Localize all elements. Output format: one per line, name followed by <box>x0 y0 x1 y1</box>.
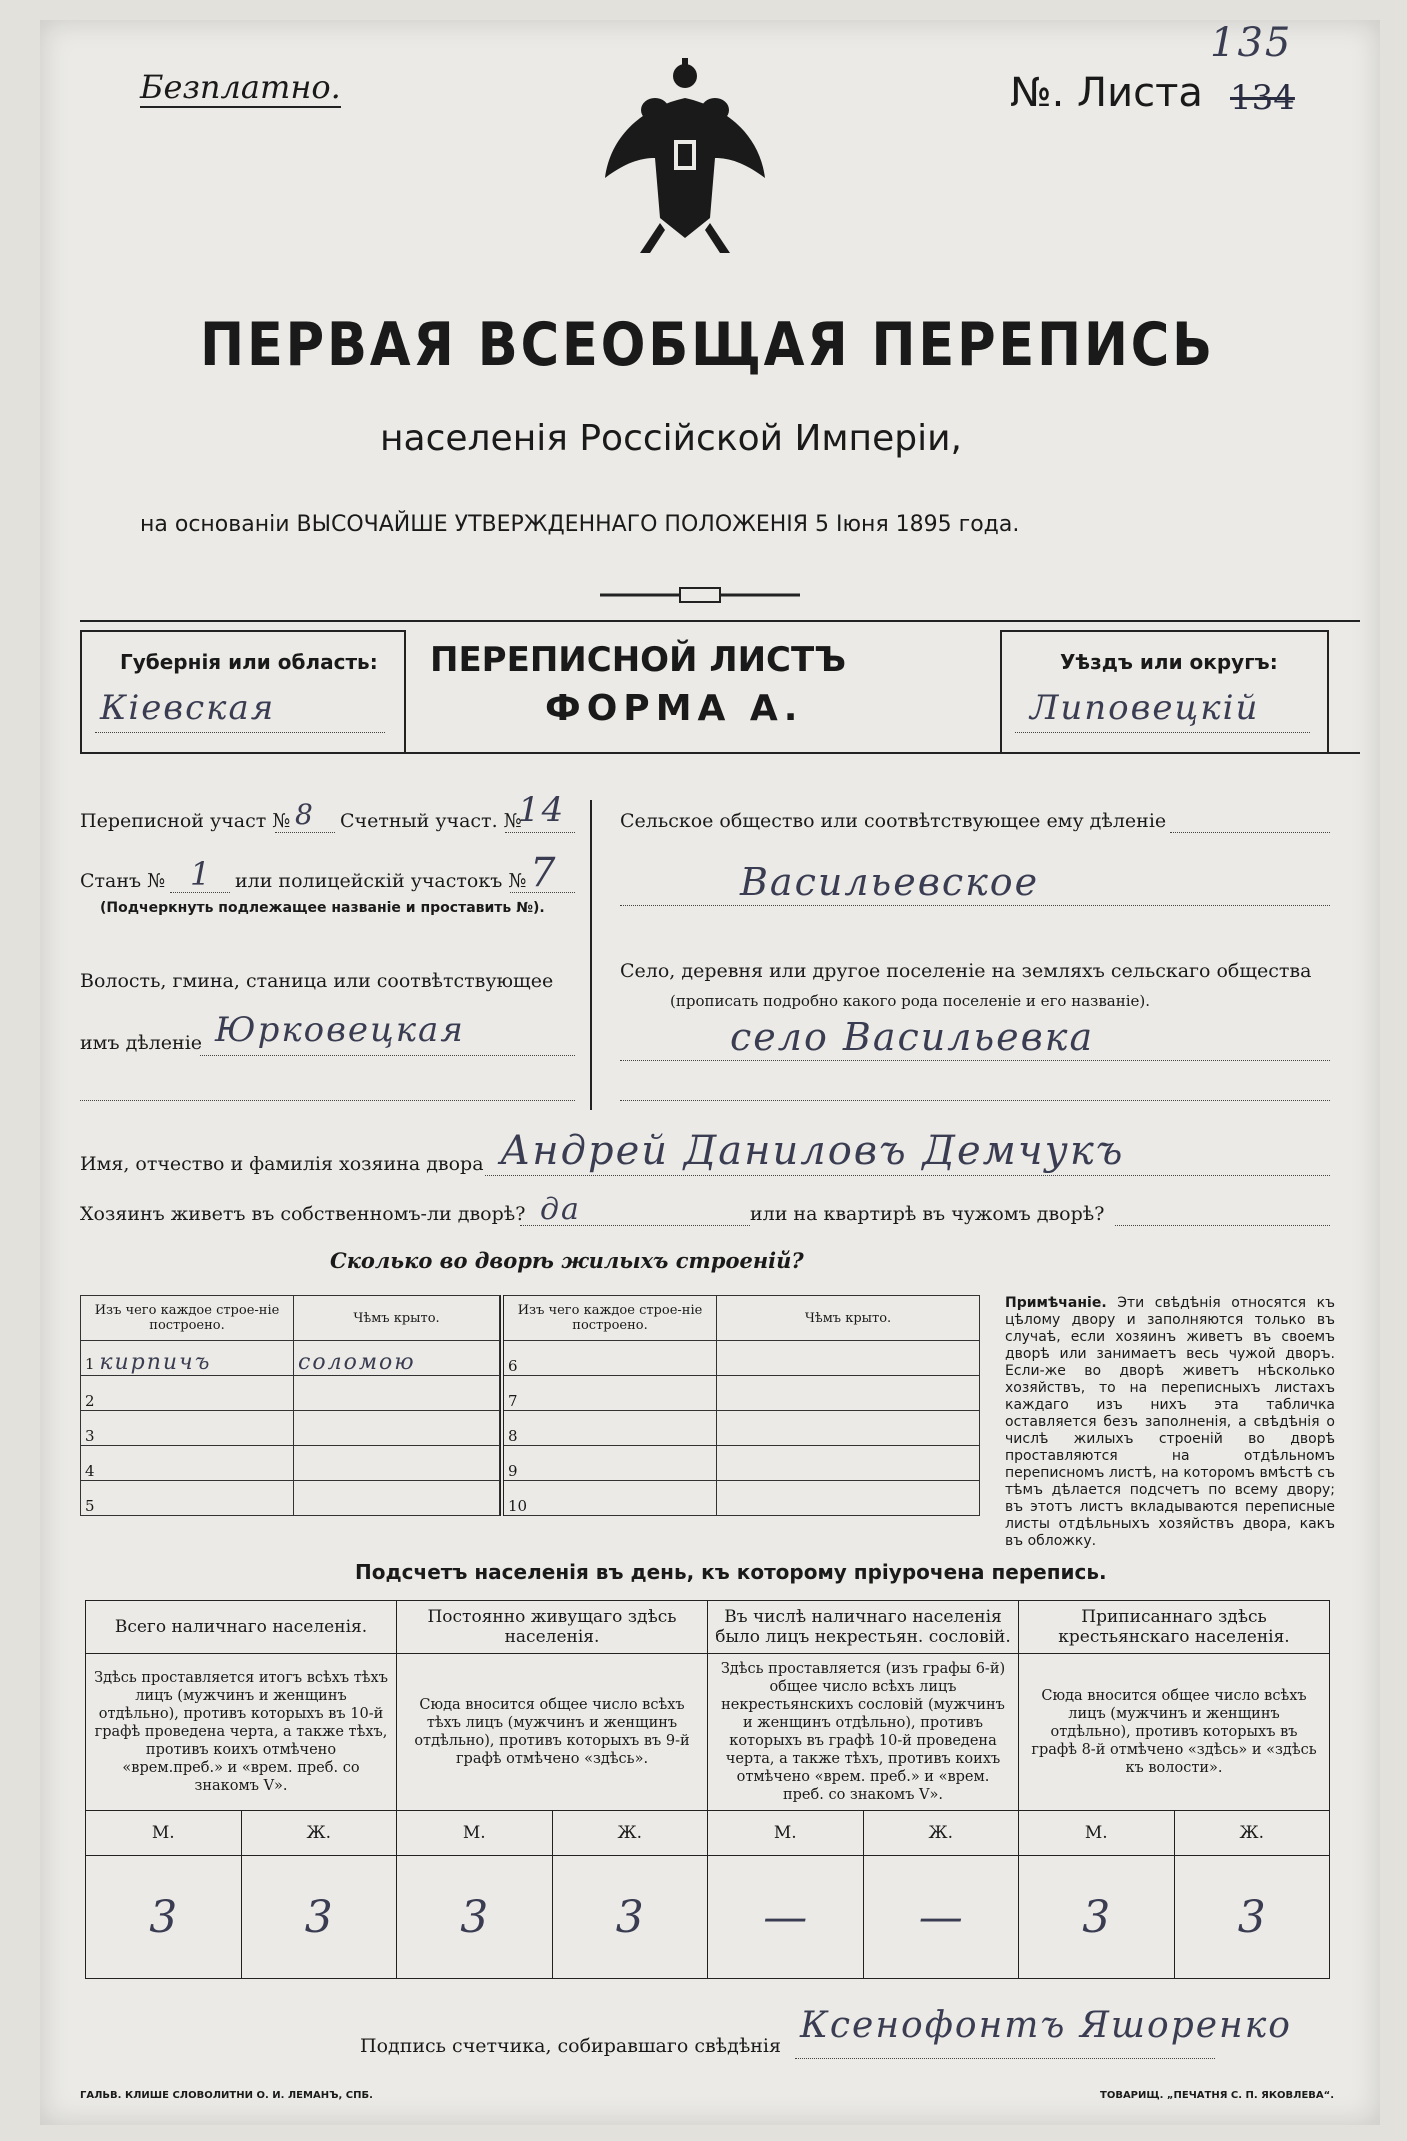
female-label: Ж. <box>552 1811 708 1856</box>
census-sheet <box>40 20 1380 2125</box>
middle-divider <box>590 800 592 1110</box>
gubernia-underline <box>95 732 385 733</box>
buildings-col-roof-2: Чѣмъ крыто. <box>717 1296 980 1341</box>
owner-name-underline <box>485 1175 1330 1176</box>
sheet-number-crossed: 134 <box>1230 78 1295 118</box>
permanent-female-value: 3 <box>552 1856 708 1979</box>
subtitle: населенія Россійской Имперіи, <box>380 418 962 459</box>
society-value: Васильевское <box>740 860 1040 904</box>
main-title: ПЕРВАЯ ВСЕОБЩАЯ ПЕРЕПИСЬ <box>200 310 1215 380</box>
table-row: 10 <box>502 1481 980 1516</box>
pop-col-4-desc: Сюда вносится общее число всѣхъ лицъ (мужчинъ и женщинъ отдѣльно), противъ которыхъ въ графѣ 8-й отмѣчено «здѣсь» и «здѣсь къ волости». <box>1019 1654 1330 1811</box>
registered-male-value: 3 <box>1019 1856 1175 1979</box>
volost-label: Волость, гмина, станица или соотвѣтствующее <box>80 970 554 992</box>
basis-line: на основаніи ВЫСОЧАЙШЕ УТВЕРЖДЕННАГО ПОЛОЖЕНІЯ 5 Іюня 1895 года. <box>140 512 1020 537</box>
buildings-question: Сколько во дворѣ жилыхъ строеній? <box>330 1248 804 1273</box>
stan-label: Станъ № <box>80 870 166 892</box>
signature-underline <box>795 2058 1215 2059</box>
police-underline <box>510 892 575 893</box>
uchast-label: Переписной участ № <box>80 810 291 832</box>
village-underline-2 <box>620 1100 1330 1101</box>
owner-lives-label: Хозяинъ живетъ въ собственномъ-ли дворѣ? <box>80 1203 526 1225</box>
schet-label: Счетный участ. № <box>340 810 522 832</box>
sheet-number-label: №. Листа <box>1010 70 1203 116</box>
note-text: Эти свѣдѣнія относятся къ цѣлому двору и заполняются только въ случаѣ, если хозяинъ живетъ въ своемъ дворѣ или занимаетъ весь чужой дворъ. Если-же во дворѣ живетъ нѣсколько хозяйствъ, то на переписныхъ листахъ каждаго изъ нихъ эта табличка оставляется безъ заполненія, а свѣдѣнія о числѣ жилыхъ строеній во дворѣ проставляются на отдѣльномъ переписномъ листѣ, на которомъ вмѣстѣ съ тѣмъ дѣлается подсчетъ по всему двору; въ этотъ листъ вкладываются переписные листы отдѣльныхъ хозяйствъ двора, какъ въ обложку. <box>1005 1295 1335 1549</box>
owner-rent-underline <box>1115 1225 1330 1226</box>
female-label: Ж. <box>1174 1811 1330 1856</box>
nonpeasant-female-value: — <box>863 1856 1019 1979</box>
police-value: 7 <box>530 850 558 896</box>
signature-label: Подпись счетчика, собиравшаго свѣдѣнія <box>360 2035 781 2057</box>
form-name: ФОРМА А. <box>545 688 804 729</box>
owner-lives-value: да <box>540 1192 581 1227</box>
pop-col-3-head: Въ числѣ наличнаго населенія было лицъ некрестьян. сословій. <box>708 1601 1019 1654</box>
society-underline-1 <box>1170 832 1330 833</box>
uezd-underline <box>1015 732 1310 733</box>
buildings-col-material: Изъ чего каждое строе-ніе построено. <box>81 1296 294 1341</box>
male-label: М. <box>86 1811 242 1856</box>
village-label: Село, деревня или другое поселеніе на земляхъ сельскаго общества <box>620 960 1312 982</box>
footer-right: ТОВАРИЩ. „ПЕЧАТНЯ С. П. ЯКОВЛЕВА“. <box>1100 2090 1335 2101</box>
population-count-table <box>85 1600 1330 1979</box>
signature-value: Ксенофонтъ Яшоренко <box>800 2005 1292 2046</box>
note-head: Примѣчаніе. <box>1005 1295 1107 1311</box>
male-label: М. <box>1019 1811 1175 1856</box>
total-female-value: 3 <box>241 1856 397 1979</box>
male-label: М. <box>708 1811 864 1856</box>
table-row: 2 <box>81 1376 500 1411</box>
pop-col-4-head: Приписаннаго здѣсь крестьянскаго населенія. <box>1019 1601 1330 1654</box>
buildings-col-roof: Чѣмъ крыто. <box>294 1296 500 1341</box>
owner-name-value: Андрей Даниловъ Демчукъ <box>500 1128 1125 1174</box>
pop-col-1-desc: Здѣсь проставляется итогъ всѣхъ тѣхъ лицъ (мужчинъ и женщинъ отдѣльно), противъ которыхъ въ 10-й графѣ проведена черта, а также тѣхъ, противъ коихъ отмѣчено «врем.преб.» и «врем. преб. со знакомъ V». <box>86 1654 397 1811</box>
table-row: 5 <box>81 1481 500 1516</box>
police-label: или полицейскій участокъ № <box>235 870 527 892</box>
pop-col-1-head: Всего наличнаго населенія. <box>86 1601 397 1654</box>
owner-rent-label: или на квартирѣ въ чужомъ дворѣ? <box>750 1203 1105 1225</box>
owner-lives-underline <box>520 1225 750 1226</box>
registered-female-value: 3 <box>1174 1856 1330 1979</box>
stan-underline <box>170 892 230 893</box>
uezd-value: Липовецкій <box>1030 688 1260 728</box>
volost-label-2: имъ дѣленіе <box>80 1032 203 1054</box>
owner-name-label: Имя, отчество и фамилія хозяина двора <box>80 1153 484 1175</box>
pop-col-2-head: Постоянно живущаго здѣсь населенія. <box>397 1601 708 1654</box>
female-label: Ж. <box>863 1811 1019 1856</box>
table-row: 8 <box>502 1411 980 1446</box>
table-row: 9 <box>502 1446 980 1481</box>
sheet-number-handwritten: 135 <box>1210 20 1293 66</box>
underline-note: (Подчеркнуть подлежащее названіе и проставить №). <box>100 900 545 916</box>
note-block <box>1005 1295 1335 1550</box>
nonpeasant-male-value: — <box>708 1856 864 1979</box>
volost-underline-2 <box>80 1100 575 1101</box>
table-row: 3 <box>81 1411 500 1446</box>
society-underline-2 <box>620 905 1330 906</box>
permanent-male-value: 3 <box>397 1856 553 1979</box>
village-value: село Васильевка <box>730 1015 1095 1059</box>
table-row: 6 <box>502 1341 980 1376</box>
village-note: (прописать подробно какого рода поселеніе и его названіе). <box>670 992 1150 1010</box>
buildings-table-left <box>80 1295 500 1516</box>
total-male-value: 3 <box>86 1856 242 1979</box>
uchast-value: 8 <box>295 798 315 831</box>
table-row: 7 <box>502 1376 980 1411</box>
schet-underline <box>505 832 575 833</box>
village-underline-1 <box>620 1060 1330 1061</box>
double-headed-eagle-emblem <box>600 58 770 258</box>
volost-underline <box>200 1055 575 1056</box>
male-label: М. <box>397 1811 553 1856</box>
buildings-table-right <box>500 1295 980 1516</box>
volost-value: Юрковецкая <box>215 1010 465 1050</box>
uezd-label: Уѣздъ или округъ: <box>1060 650 1278 674</box>
free-label: Безплатно. <box>140 68 341 106</box>
gubernia-label: Губернія или область: <box>120 650 378 674</box>
table-row: 4 <box>81 1446 500 1481</box>
ornament-divider <box>600 585 800 605</box>
buildings-col-material-2: Изъ чего каждое строе-ніе построено. <box>502 1296 717 1341</box>
footer-left: ГАЛЬВ. КЛИШЕ СЛОВОЛИТНИ О. И. ЛЕМАНЪ, СПБ. <box>80 2090 373 2101</box>
stan-value: 1 <box>190 855 213 893</box>
uchast-underline <box>275 832 335 833</box>
form-title: ПЕРЕПИСНОЙ ЛИСТЪ <box>430 640 847 680</box>
count-title: Подсчетъ населенія въ день, къ которому пріурочена перепись. <box>355 1560 1107 1584</box>
society-label: Сельское общество или соотвѣтствующее ему дѣленіе <box>620 810 1167 832</box>
schet-value: 14 <box>518 790 566 830</box>
pop-col-3-desc: Здѣсь проставляется (изъ графы 6-й) общее число всѣхъ лицъ некрестьянскихъ сословій (мужчинъ и женщинъ отдѣльно), противъ которыхъ въ графѣ 10-й проведена черта, а также тѣхъ, противъ коихъ отмѣчено «врем. преб.» и «врем. преб. со знакомъ V». <box>708 1654 1019 1811</box>
female-label: Ж. <box>241 1811 397 1856</box>
pop-col-2-desc: Сюда вносится общее число всѣхъ тѣхъ лицъ (мужчинъ и женщинъ отдѣльно), противъ которыхъ въ 9-й графѣ отмѣчено «здѣсь». <box>397 1654 708 1811</box>
table-row: 1 кирпичъ соломою <box>81 1341 500 1376</box>
gubernia-value: Кіевская <box>100 688 276 728</box>
